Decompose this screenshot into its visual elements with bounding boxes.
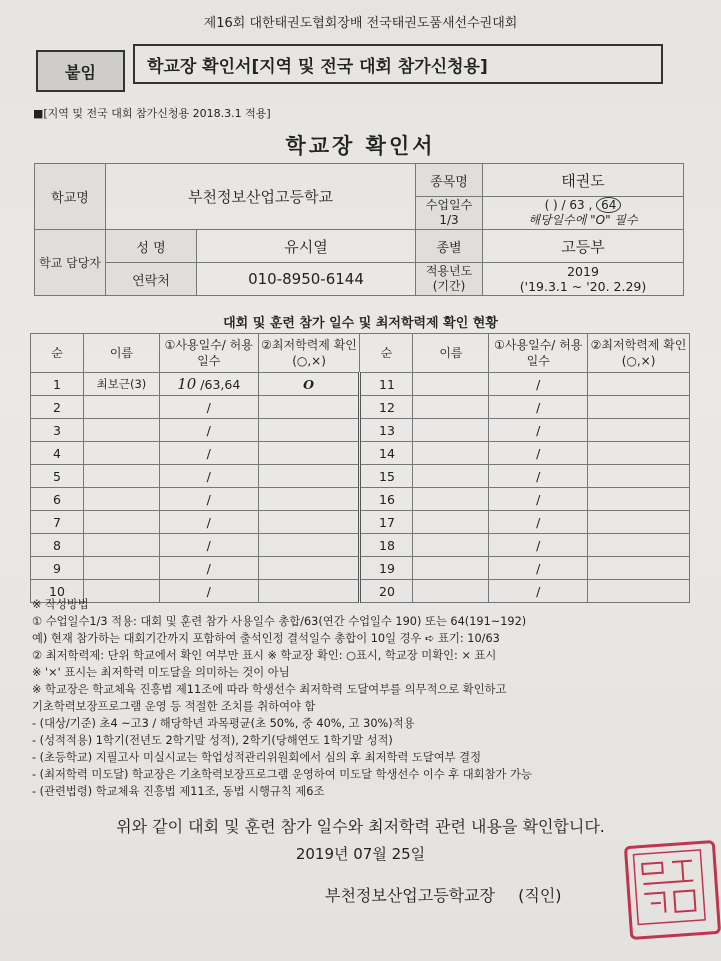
row-days-right: / — [489, 373, 588, 396]
header-no: 순 — [31, 334, 84, 373]
row-check — [258, 557, 360, 580]
row-no: 4 — [31, 442, 84, 465]
note-line: 기초학력보장프로그램 운영 등 적절한 조치를 취하여야 함 — [32, 700, 316, 713]
row-no: 1 — [31, 373, 84, 396]
header-name-right: 이름 — [413, 334, 489, 373]
row-days: / — [159, 442, 258, 465]
row-name — [84, 557, 160, 580]
note-line: ※ 작성방법 — [32, 598, 89, 611]
row-days-right: / — [489, 442, 588, 465]
handwritten-days-used: 10 — [177, 375, 197, 393]
seal-pattern — [627, 844, 712, 931]
school-label: 학교명 — [35, 164, 106, 230]
division-label: 종별 — [416, 230, 483, 263]
staff-name: 유시열 — [197, 230, 416, 263]
row-check — [258, 419, 360, 442]
row-no-right: 19 — [360, 557, 413, 580]
row-days — [159, 373, 258, 396]
row-name-right — [413, 511, 489, 534]
row-days: / — [159, 396, 258, 419]
row-days-right: / — [489, 557, 588, 580]
row-name-right — [413, 534, 489, 557]
instructions — [32, 596, 682, 800]
row-days: / — [159, 580, 258, 603]
school-name: 부천정보산업고등학교 — [106, 164, 416, 230]
note-line: - (관련법령) 학교체육 진흥법 제11조, 동법 시행규칙 제6조 — [32, 785, 325, 798]
row-check — [258, 396, 360, 419]
year-cell — [483, 263, 684, 296]
row-check-right — [588, 373, 690, 396]
confirmation-statement: 위와 같이 대회 및 훈련 참가 일수와 최저학력 관련 내용을 확인합니다. — [116, 817, 605, 836]
row-name — [84, 442, 160, 465]
row-name-right — [413, 419, 489, 442]
row-name — [84, 419, 160, 442]
header-days: ①사용일수/ 허용일수 — [159, 334, 258, 373]
row-check-right — [588, 511, 690, 534]
staff-label: 학교 담당자 — [35, 230, 106, 296]
year-label: 적용년도 (기간) — [416, 263, 483, 296]
row-no-right: 18 — [360, 534, 413, 557]
table-row — [31, 534, 690, 557]
row-no: 5 — [31, 465, 84, 488]
event-label: 종목명 — [416, 164, 483, 197]
note-line: ※ '×' 표시는 최저학력 미도달을 의미하는 것이 아님 — [32, 666, 290, 679]
table-row — [31, 488, 690, 511]
row-name-right — [413, 373, 489, 396]
note-line: ① 수업일수1/3 적용: 대회 및 훈련 참가 사용일수 총합/63(연간 수업일수 190) 또는 64(191~192) — [32, 615, 527, 628]
header-name: 이름 — [84, 334, 160, 373]
row-days-value: /63,64 — [200, 377, 241, 392]
issue-date: 2019년 07월 25일 — [295, 845, 426, 863]
row-days-right: / — [489, 488, 588, 511]
row-no-right: 11 — [360, 373, 413, 396]
row-check — [258, 534, 360, 557]
note-line: - (성적적용) 1학기(전년도 2학기말 성적), 2학기(당해연도 1학기말 성적) — [32, 734, 393, 747]
row-no-right: 20 — [360, 580, 413, 603]
table-row — [31, 419, 690, 442]
row-name — [84, 396, 160, 419]
row-name-right — [413, 557, 489, 580]
header-no-right: 순 — [360, 334, 413, 373]
row-no: 6 — [31, 488, 84, 511]
days-label: 수업일수 1/3 — [416, 197, 483, 230]
row-days-right: / — [489, 419, 588, 442]
row-no-right: 12 — [360, 396, 413, 419]
year-value: 2019 — [567, 264, 599, 279]
table-row — [31, 373, 690, 396]
row-check — [258, 442, 360, 465]
header-check-right: ②최저학력제 확인(○,×) — [588, 334, 690, 373]
principal-title: 부천정보산업고등학교장 — [325, 886, 496, 905]
document-title: 학교장 확인서 — [285, 134, 436, 158]
row-check — [258, 511, 360, 534]
note-line: 예) 현재 참가하는 대회기간까지 포함하여 출석인정 결석일수 총합이 10일 경우 ➪ 표기: 10/63 — [32, 632, 500, 645]
note-line: - (초등학교) 지필고사 미실시교는 학업성적관리위원회에서 심의 후 최저학력 도달여부 결정 — [32, 751, 481, 764]
table-header-row — [31, 334, 690, 373]
row-name — [84, 465, 160, 488]
contact-value: 010-8950-6144 — [197, 263, 416, 296]
table-row — [31, 442, 690, 465]
row-name — [84, 511, 160, 534]
note-line: ※ 학교장은 학교체육 진흥법 제11조에 따라 학생선수 최저학력 도달여부를 의무적으로 확인하고 — [32, 683, 507, 696]
row-days-right: / — [489, 534, 588, 557]
row-name-right — [413, 488, 489, 511]
table-row — [31, 511, 690, 534]
row-name-right — [413, 442, 489, 465]
row-days: / — [159, 419, 258, 442]
row-no: 3 — [31, 419, 84, 442]
days-note: 해당일수에 "O" 필수 — [528, 213, 638, 227]
row-days: / — [159, 534, 258, 557]
note-line: ② 최저학력제: 단위 학교에서 확인 여부만 표시 ※ 학교장 확인: ○표시, 학교장 미확인: × 표시 — [32, 649, 497, 662]
row-no: 8 — [31, 534, 84, 557]
row-days-right: / — [489, 580, 588, 603]
row-no: 2 — [31, 396, 84, 419]
row-days: / — [159, 465, 258, 488]
note-line: - (최저학력 미도달) 학교장은 기초학력보장프로그램 운영하여 미도달 학생선수 이수 후 대회참가 가능 — [32, 768, 532, 781]
attachment-tag: 붙임 — [36, 50, 125, 92]
principal-signature-line — [325, 883, 562, 906]
row-days-right: / — [489, 511, 588, 534]
row-days-right: / — [489, 396, 588, 419]
row-name — [84, 488, 160, 511]
table-row — [31, 557, 690, 580]
note-line: - (대상/기준) 초4 ~고3 / 해당학년 과목평균(초 50%, 중 40%, 고 30%)적용 — [32, 717, 415, 730]
row-check — [258, 488, 360, 511]
form-title-box: 학교장 확인서[지역 및 전국 대회 참가신청용] — [133, 44, 663, 84]
participation-table — [30, 333, 690, 603]
section-title: 대회 및 훈련 참가 일수 및 최저학력제 확인 현황 — [223, 316, 498, 331]
row-check: O — [258, 373, 360, 396]
days-cell — [483, 197, 684, 230]
row-check-right — [588, 557, 690, 580]
row-no: 10 — [31, 580, 84, 603]
row-check-right — [588, 396, 690, 419]
info-table — [34, 163, 684, 296]
table-row — [31, 465, 690, 488]
row-days: / — [159, 488, 258, 511]
table-row — [31, 396, 690, 419]
row-days: / — [159, 557, 258, 580]
row-name-right — [413, 396, 489, 419]
row-name — [84, 534, 160, 557]
official-seal-icon — [624, 840, 721, 940]
event-value: 태권도 — [483, 164, 684, 197]
row-no-right: 13 — [360, 419, 413, 442]
row-no-right: 15 — [360, 465, 413, 488]
header-check: ②최저학력제 확인(○,×) — [258, 334, 360, 373]
row-check-right — [588, 534, 690, 557]
days-blank: ( ) / 63 , — [544, 198, 593, 212]
contact-label: 연락처 — [106, 263, 197, 296]
period-value: ('19.3.1 ~ '20. 2.29) — [519, 279, 647, 294]
row-check — [258, 465, 360, 488]
division-value: 고등부 — [483, 230, 684, 263]
row-no-right: 14 — [360, 442, 413, 465]
row-check-right — [588, 465, 690, 488]
row-check-right — [588, 442, 690, 465]
seal-label: (직인) — [518, 886, 562, 905]
competition-title: 제16회 대한태권도협회장배 전국태권도품새선수권대회 — [203, 16, 518, 31]
row-name: 최보근(3) — [84, 373, 160, 396]
row-no-right: 16 — [360, 488, 413, 511]
row-check-right — [588, 419, 690, 442]
version-note: ■[지역 및 전국 대회 참가신청용 2018.3.1 적용] — [33, 107, 271, 120]
name-label: 성 명 — [106, 230, 197, 263]
row-name-right — [413, 465, 489, 488]
days-circled: 64 — [596, 197, 621, 213]
row-no: 9 — [31, 557, 84, 580]
row-days-right: / — [489, 465, 588, 488]
row-no-right: 17 — [360, 511, 413, 534]
row-days: / — [159, 511, 258, 534]
row-check-right — [588, 488, 690, 511]
row-no: 7 — [31, 511, 84, 534]
header-days-right: ①사용일수/ 허용일수 — [489, 334, 588, 373]
